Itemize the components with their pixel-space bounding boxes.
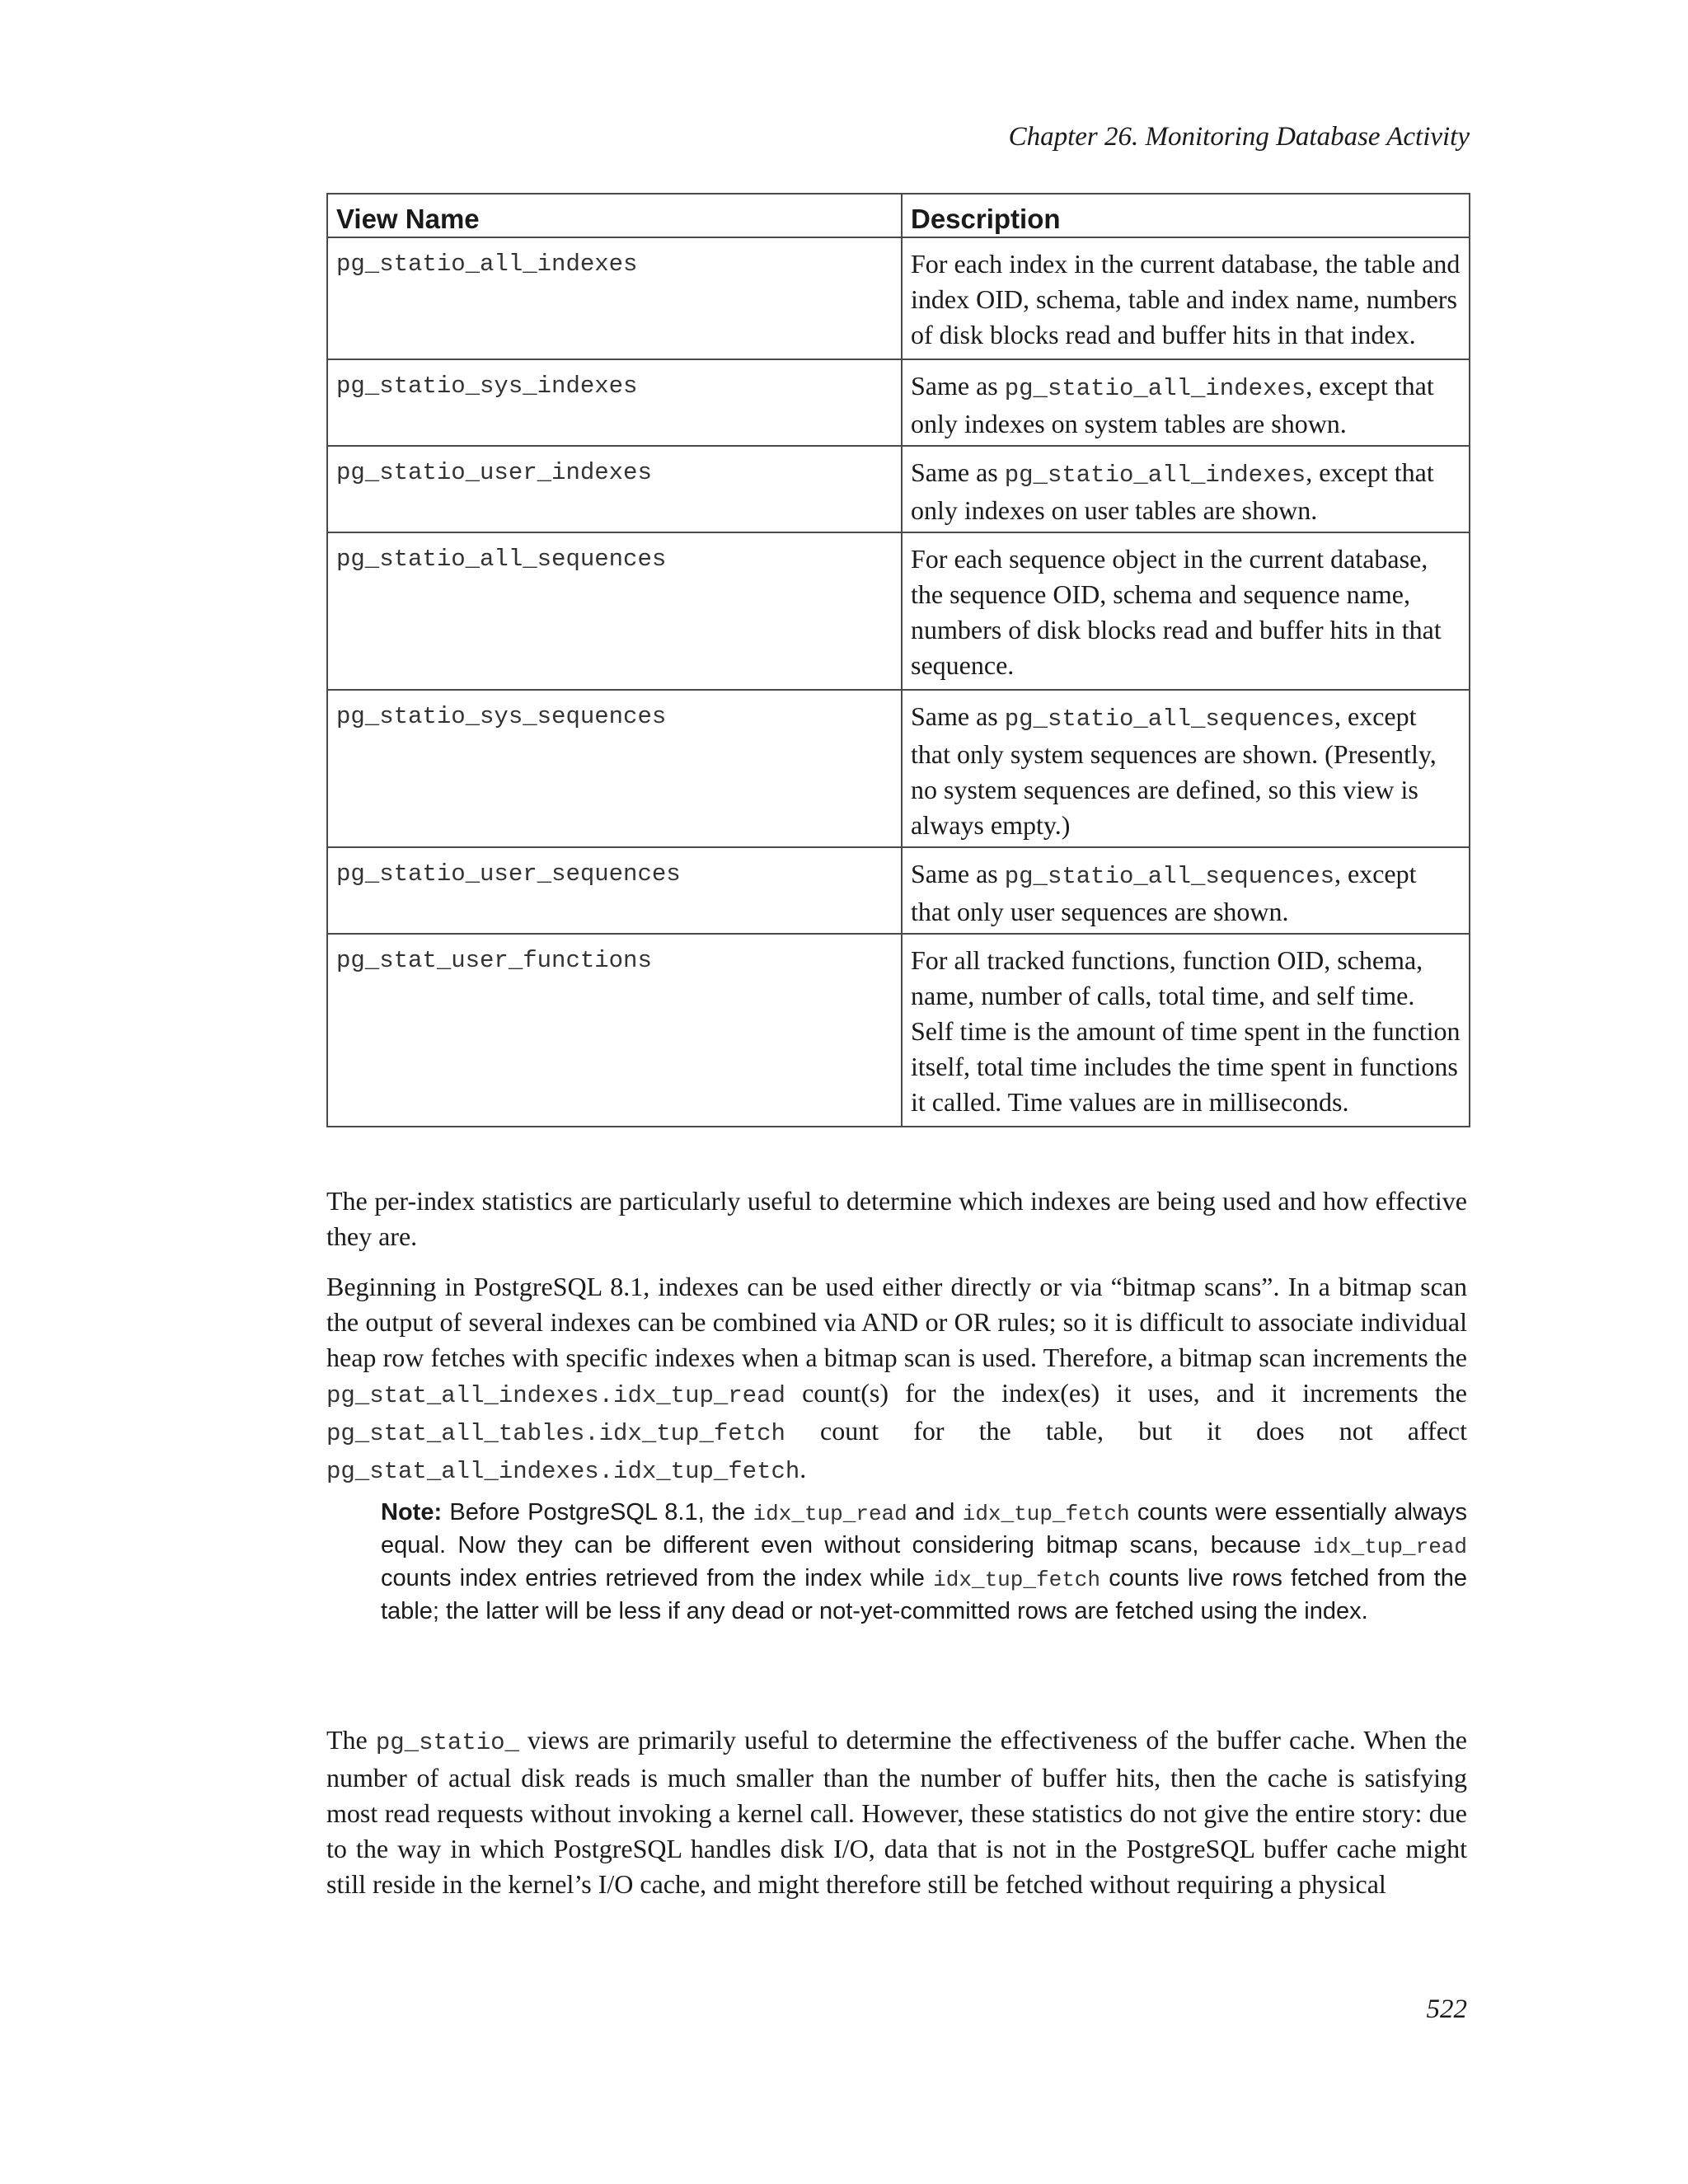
description-cell xyxy=(902,446,1470,532)
table-row xyxy=(327,847,1470,934)
code: pg_stat_all_indexes.idx_tup_fetch xyxy=(326,1458,800,1485)
description-cell xyxy=(902,359,1470,446)
text: and xyxy=(907,1499,963,1526)
text: counts live rows fetched from the table; the latter will be less if any dead or not-yet-committed rows are fetched using the index. xyxy=(381,1565,1467,1624)
code: pg_stat_all_indexes.idx_tup_read xyxy=(326,1382,785,1409)
views-table xyxy=(326,193,1470,1127)
text: , except that only indexes on user tables are shown. xyxy=(911,457,1434,525)
code: pg_statio_all_indexes xyxy=(1004,462,1306,489)
text: Same as xyxy=(911,457,1005,487)
code: idx_tup_read xyxy=(1312,1535,1467,1559)
paragraph-per-index-stats: The per-index statistics are particularly useful to determine which indexes are being used and how effective they are. xyxy=(326,1186,1467,1251)
view-name-cell: pg_statio_sys_sequences xyxy=(327,690,902,847)
table-header-row xyxy=(327,194,1470,237)
text: Same as xyxy=(911,859,1005,888)
view-name-cell: pg_statio_user_sequences xyxy=(327,847,902,934)
text: Same as xyxy=(911,371,1005,401)
table-row xyxy=(327,532,1470,690)
view-name-cell: pg_statio_user_indexes xyxy=(327,446,902,532)
text: . xyxy=(799,1454,807,1483)
text: views are primarily useful to determine the effectiveness of the buffer cache. When the number of actual disk reads is much smaller than the number of buffer hits, then the cache is satisfying most read requests without invoking a kernel call. However, these statistics do not give the entire story: due to the way in which PostgreSQL handles disk I/O, data that is not in the PostgreSQL buffer cache might still reside in the kernel’s I/O cache, and might therefore still be fetched without requiring a physical xyxy=(326,1725,1468,1899)
paragraph-statio-views xyxy=(326,1722,1467,1902)
text: Beginning in PostgreSQL 8.1, indexes can be used either directly or via “bitmap scans”. In a bitmap scan the output of several indexes can be combined via AND or OR rules; so it is difficult to associate individual heap row fetches with specific indexes when a bitmap scan is used. Therefore, a bitmap scan increments the xyxy=(326,1272,1467,1372)
text: For each index in the current database, the table and index OID, schema, table and index name, numbers of disk blocks read and buffer hits in that index. xyxy=(911,249,1461,349)
code: idx_tup_read xyxy=(753,1502,907,1526)
view-name-cell: pg_stat_user_functions xyxy=(327,934,902,1127)
view-name-cell: pg_statio_all_indexes xyxy=(327,237,902,359)
view-name-cell: pg_statio_sys_indexes xyxy=(327,359,902,446)
text: , except that only system sequences are shown. (Presently, no system sequences are defined, so this view is always empty.) xyxy=(911,701,1437,840)
paragraph-bitmap-scans xyxy=(326,1269,1467,1489)
note-box xyxy=(381,1497,1467,1627)
table-row xyxy=(327,690,1470,847)
table-row xyxy=(327,237,1470,359)
text: count(s) for the index(es) it uses, and it increments the xyxy=(785,1378,1467,1408)
text: Same as xyxy=(911,701,1005,731)
code: pg_statio_all_sequences xyxy=(1004,863,1335,890)
description-cell xyxy=(902,690,1470,847)
description-cell xyxy=(902,847,1470,934)
text: For all tracked functions, function OID, schema, name, number of calls, total time, and self time. Self time is the amount of time spent in the function itself, total time includes the time spent in functions it called. Time values are in milliseconds. xyxy=(911,945,1461,1117)
code: idx_tup_fetch xyxy=(933,1568,1101,1592)
table-row xyxy=(327,934,1470,1127)
page-number: 522 xyxy=(1426,1994,1467,2024)
table-body xyxy=(327,237,1470,1127)
running-header: Chapter 26. Monitoring Database Activity xyxy=(1008,122,1470,152)
text: count for the table, but it does not affect xyxy=(785,1416,1467,1446)
description-cell xyxy=(902,237,1470,359)
code: pg_statio_ xyxy=(375,1729,519,1756)
description-cell xyxy=(902,532,1470,690)
code: pg_statio_all_indexes xyxy=(1004,375,1306,402)
note-label: Note: xyxy=(381,1499,443,1526)
code: pg_statio_all_sequences xyxy=(1004,705,1335,733)
code: idx_tup_fetch xyxy=(962,1502,1130,1526)
description-cell xyxy=(902,934,1470,1127)
view-name-cell: pg_statio_all_sequences xyxy=(327,532,902,690)
column-header-view-name: View Name xyxy=(327,194,902,237)
text: counts index entries retrieved from the index while xyxy=(381,1565,934,1591)
text: , except that only indexes on system tables are shown. xyxy=(911,371,1434,438)
text: For each sequence object in the current database, the sequence OID, schema and sequence name, numbers of disk blocks read and buffer hits in that sequence. xyxy=(911,544,1442,680)
table-row xyxy=(327,359,1470,446)
text: Before PostgreSQL 8.1, the xyxy=(442,1499,753,1526)
column-header-description: Description xyxy=(902,194,1470,237)
text: counts were essentially always equal. Now they can be different even without considering bitmap scans, because xyxy=(381,1499,1468,1558)
text: , except that only user sequences are shown. xyxy=(911,859,1417,926)
text: The xyxy=(326,1725,376,1755)
table-row xyxy=(327,446,1470,532)
code: pg_stat_all_tables.idx_tup_fetch xyxy=(326,1420,785,1447)
